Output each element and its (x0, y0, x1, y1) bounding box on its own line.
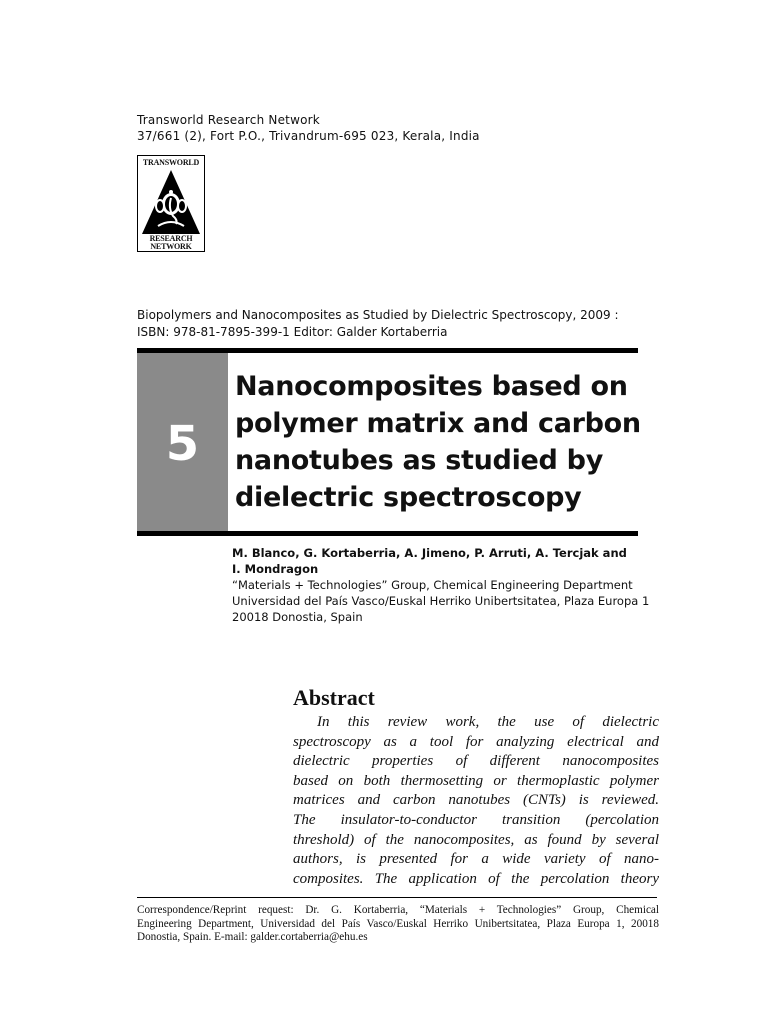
logo-bottom-text-1: RESEARCH (149, 234, 193, 243)
author-names: I. Mondragon (232, 562, 319, 576)
publisher-name: Transworld Research Network (137, 113, 320, 127)
abstract-line: composites. The application of the percolation theory (293, 870, 659, 887)
affiliation-line: 20018 Donostia, Spain (232, 610, 363, 624)
chapter-title-line: dielectric spectroscopy (235, 482, 582, 513)
bottom-rule (137, 531, 638, 536)
publisher-logo (137, 155, 205, 252)
abstract-line: dielectric properties of different nanocomposites (293, 753, 659, 770)
authors-block (232, 545, 650, 625)
abstract-line: threshold) of the nanocomposites, as found by several (293, 831, 659, 848)
footnote-line: Correspondence/Reprint request: Dr. G. Kortaberria, “Materials + Technologies” Group, Chemical (137, 904, 659, 916)
book-info-line-1: Biopolymers and Nanocomposites as Studied by Dielectric Spectroscopy, 2009 : (137, 308, 619, 322)
logo-bottom-text-2: NETWORK (150, 242, 192, 251)
abstract-line: based on both thermosetting or thermoplastic polymer (293, 772, 659, 789)
chapter-number: 5 (165, 416, 200, 472)
book-info-line-2: ISBN: 978-81-7895-399-1 Editor: Galder Kortaberria (137, 325, 448, 339)
author-names: M. Blanco, G. Kortaberria, A. Jimeno, P. Arruti, A. Tercjak and (232, 546, 627, 560)
publisher-address: 37/661 (2), Fort P.O., Trivandrum-695 023, Kerala, India (137, 129, 480, 143)
abstract-line: authors, is presented for a wide variety of nano- (293, 851, 659, 868)
affiliation-line: Universidad del País Vasco/Euskal Herriko Unibertsitatea, Plaza Europa 1 (232, 594, 650, 608)
affiliation-line: “Materials + Technologies” Group, Chemical Engineering Department (232, 578, 633, 592)
book-info (137, 307, 619, 341)
abstract-body (293, 713, 659, 889)
footnote-line: Engineering Department, Universidad del País Vasco/Euskal Herriko Unibertsitatea, Plaza Europa 1, 20018 (137, 917, 659, 930)
abstract-line: In this review work, the use of dielectric (317, 714, 659, 730)
chapter-title (235, 368, 641, 516)
abstract-line: matrices and carbon nanotubes (CNTs) is reviewed. (293, 792, 659, 809)
publisher-block (137, 112, 480, 144)
footnote (137, 904, 659, 945)
footnote-line: Donostia, Spain. E-mail: galder.cortaberria@ehu.es (137, 931, 368, 943)
ganesha-triangle-icon (138, 168, 204, 236)
footnote-rule (137, 897, 657, 898)
logo-top-text: TRANSWORLD (142, 158, 200, 167)
chapter-title-line: nanotubes as studied by (235, 445, 603, 476)
abstract-line: The insulator-to-conductor transition (percolation (293, 811, 659, 828)
abstract-line: spectroscopy as a tool for analyzing electrical and (293, 733, 659, 750)
abstract-heading: Abstract (293, 685, 375, 710)
chapter-title-line: Nanocomposites based on (235, 371, 628, 402)
chapter-title-line: polymer matrix and carbon (235, 408, 641, 439)
